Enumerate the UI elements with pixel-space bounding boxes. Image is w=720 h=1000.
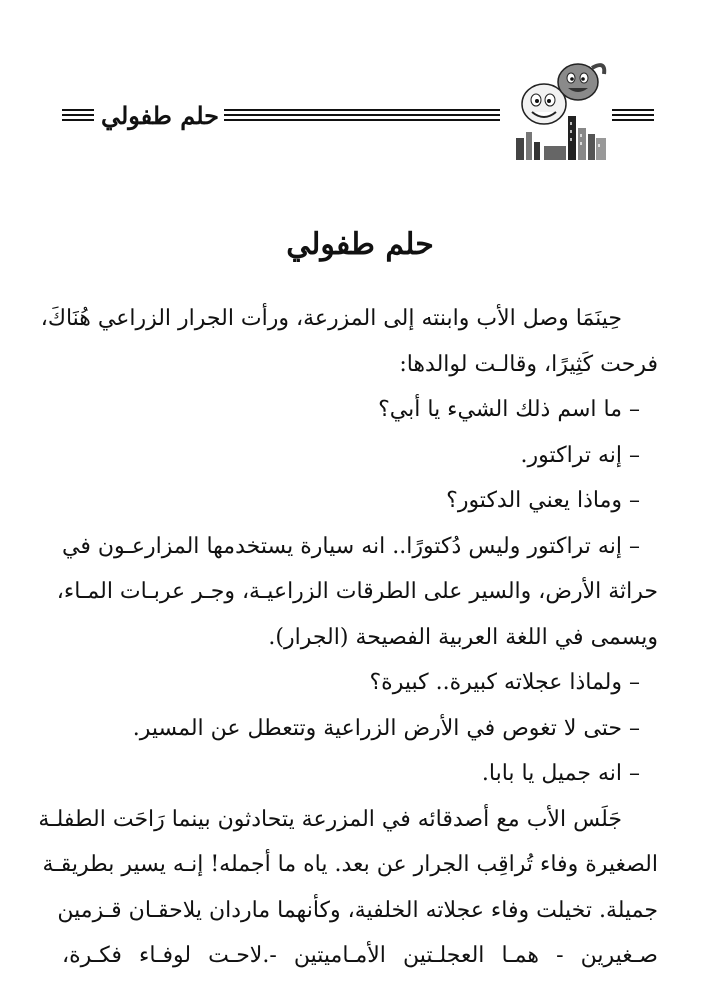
dialogue-line: – إنه تراكتور وليس دُكتورًا.. انه سيارة يستخدمها المزارعـون في [62,533,640,559]
dialogue-line: – انه جميل يا بابا. [481,761,640,786]
dialogue-line: – ولماذا عجلاته كبيرة.. كبيرة؟ [369,670,640,695]
paragraph-line: فرحت كَثِيرًا، وقالـت لوالدها: [399,351,658,377]
paragraph-line: جَلَس الأب مع أصدقائه في المزرعة يتحادثون بينما رَاحَت الطفلـة [38,806,622,832]
paragraph-line: الصغيرة وفاء تُراقِب الجرار عن بعد. ياه ما أجمله! إنـه يسير بطريقـة [42,852,658,877]
header-rule-right [612,109,654,123]
dialogue-line: – إنه تراكتور. [520,442,640,468]
header-rule-left [62,109,94,123]
running-title: حلم طفولي [100,101,220,130]
header-rule-middle [224,109,500,123]
dialogue-line: – ما اسم ذلك الشيء يا أبي؟ [378,397,640,422]
paragraph-line: حِينَمَا وصل الأب وابنته إلى المزرعة، ورأت الجرار الزراعي هُنَاكَ، [40,306,622,331]
running-header [0,96,720,136]
dialogue-line: – وماذا يعني الدكتور؟ [446,488,640,513]
dialogue-line: – حتى لا تغوص في الأرض الزراعية وتتعطل عن المسير. [132,715,640,741]
paragraph-line: صـغيرين - همـا العجلـتين الأمـاميتين -.لاحـت لوفـاء فكـرة، [62,943,658,968]
city-cartoon-illustration [508,56,612,162]
page-header [0,0,720,170]
story-body [38,296,658,979]
paragraph-line: حراثة الأرض، والسير على الطرقات الزراعيـة، وجـر عربـات المـاء، [56,579,658,604]
story-title: حلم طفولي [286,227,434,262]
paragraph-line: ويسمى في اللغة العربية الفصيحة (الجرار). [268,624,658,650]
paragraph-line: جميلة. تخيلت وفاء عجلاته الخلفية، وكأنهما ماردان يلاحقـان قـزمين [57,897,658,923]
